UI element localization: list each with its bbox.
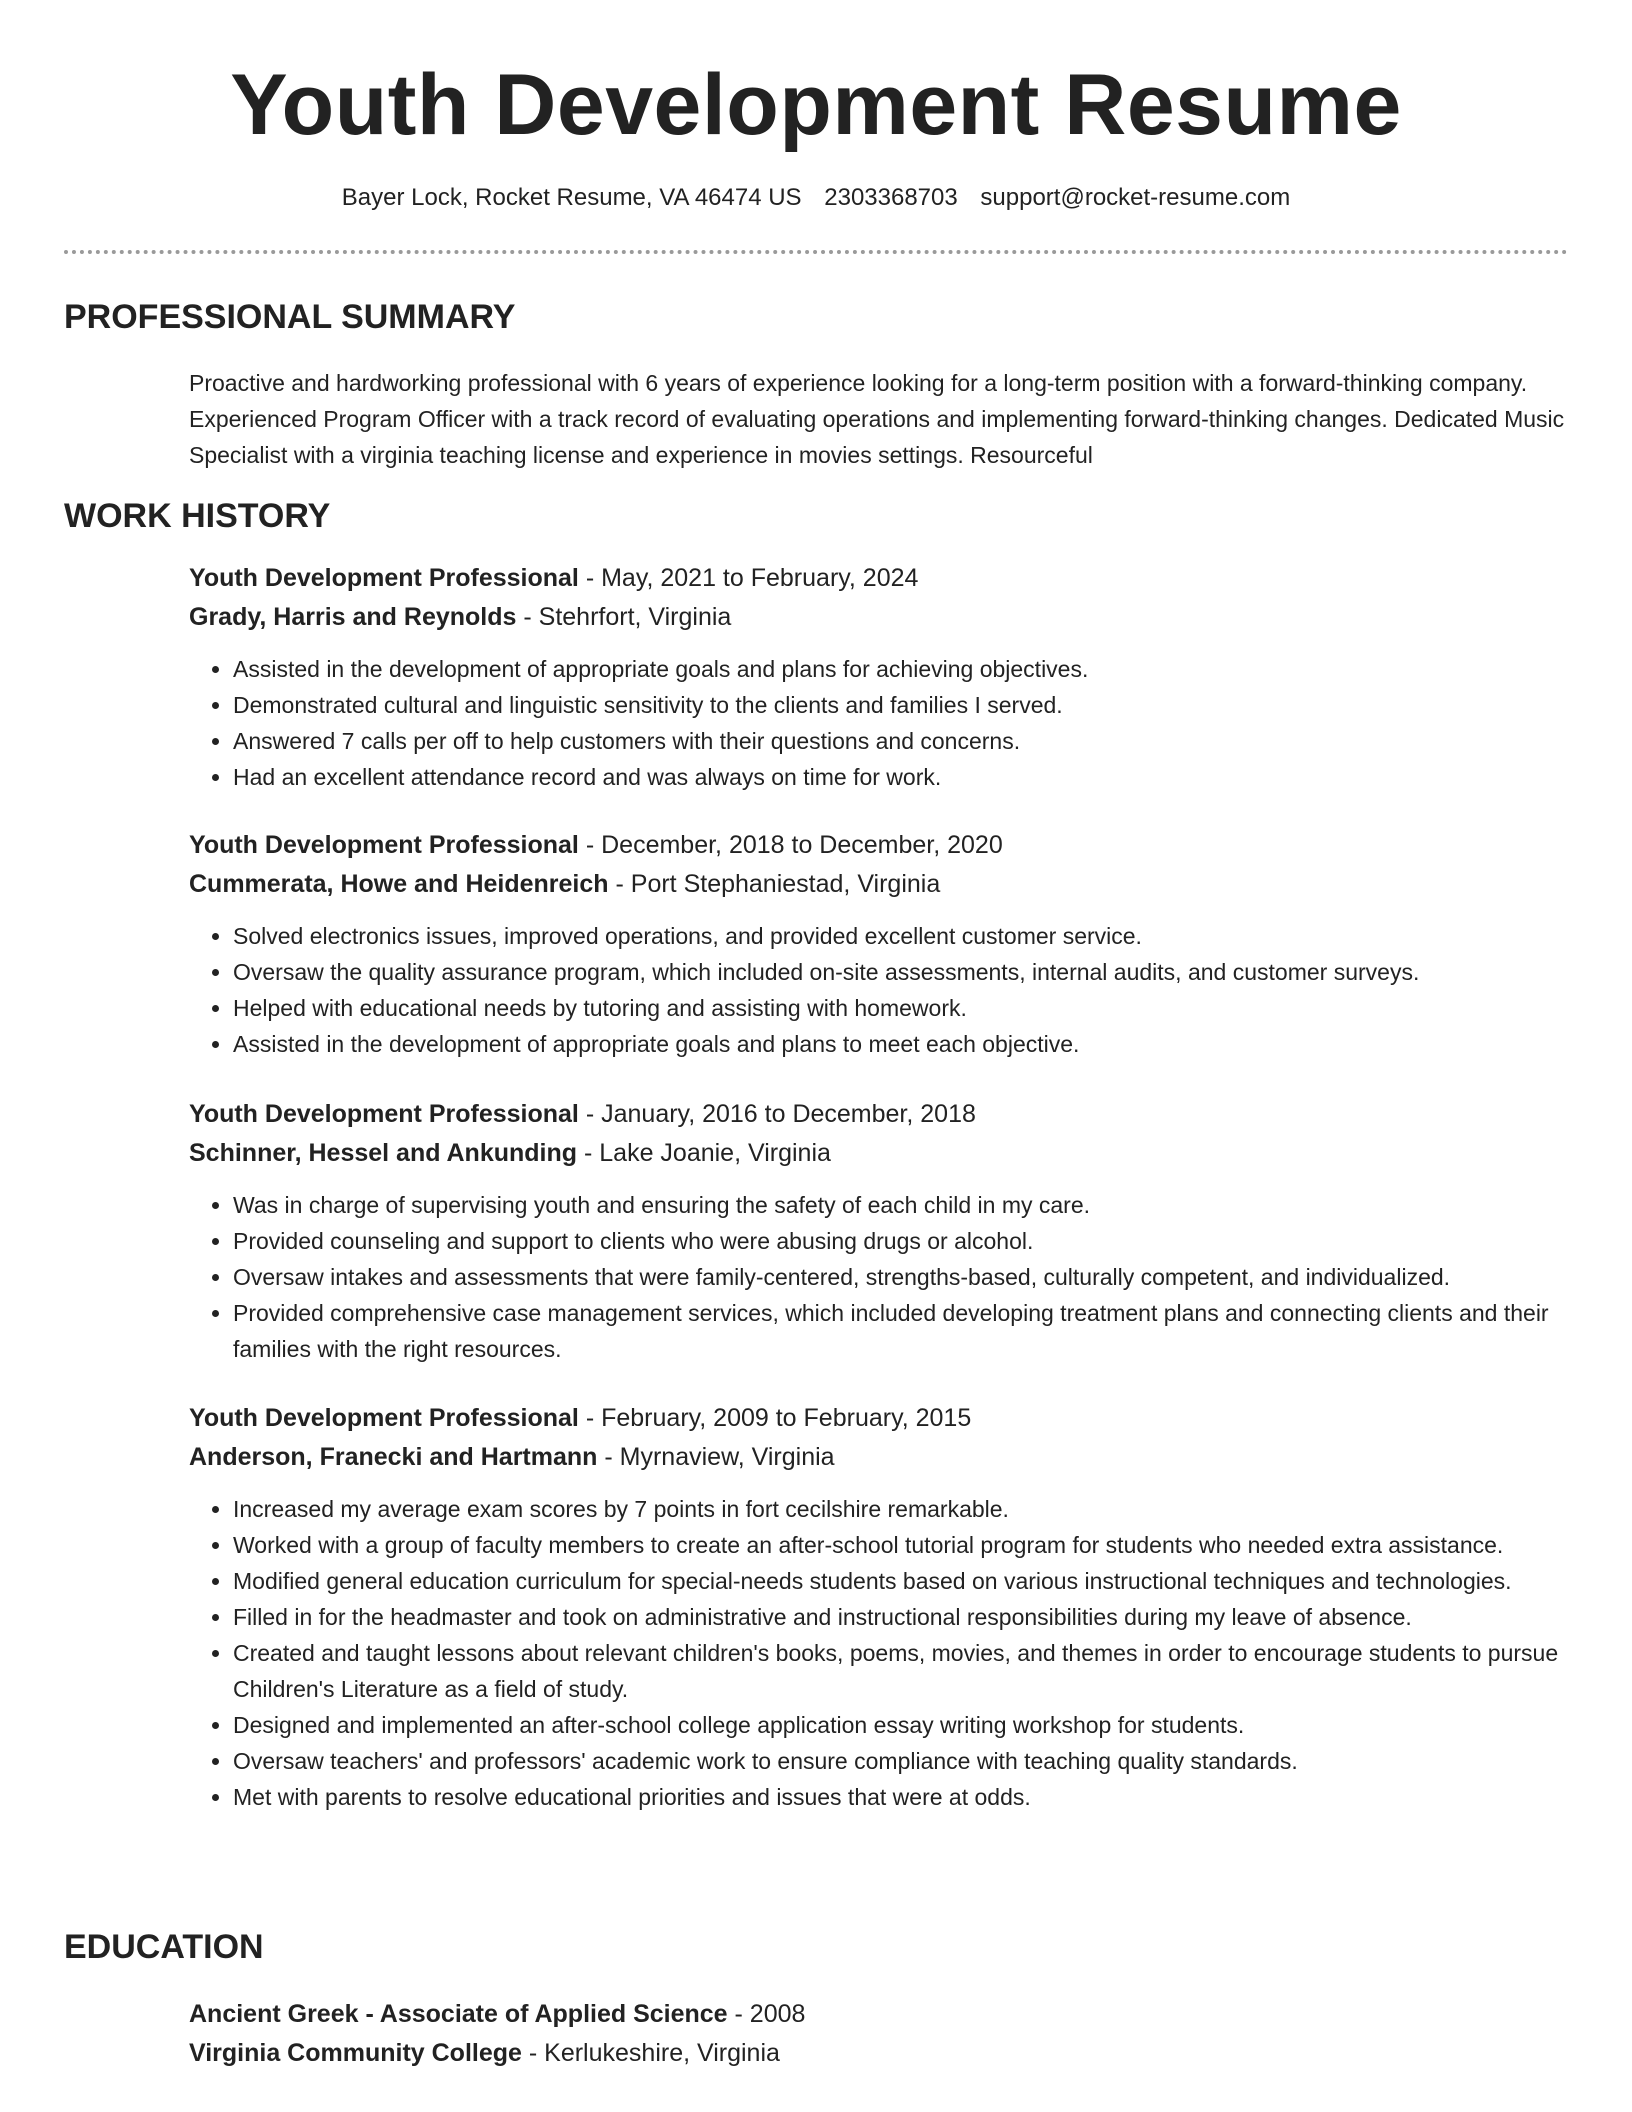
job-company-line [189,865,1579,904]
education-school: Virginia Community College [189,2039,522,2067]
job-title: Youth Development Professional [189,1100,579,1128]
job-company: Cummerata, Howe and Heidenreich [189,870,609,898]
job-bullet: • Assisted in the development of appropriate goals and plans for achieving objectives. [233,651,1579,687]
job-bullet: • Filled in for the headmaster and took on administrative and instructional responsibilities during my leave of absence. [233,1599,1579,1635]
job-bullet: • Had an excellent attendance record and was always on time for work. [233,759,1579,795]
job-title-line [189,826,1579,865]
header-divider [64,250,1568,254]
job-title-line [189,559,1579,598]
job-dates: - February, 2009 to February, 2015 [578,1404,972,1432]
education-year: - 2008 [727,2000,806,2028]
contact-phone: 2303368703 [824,184,958,211]
job-bullets [189,1187,1579,1367]
job-location: - Port Stephaniestad, Virginia [608,870,941,898]
job-location: - Myrnaview, Virginia [597,1443,835,1471]
job-bullet: • Oversaw intakes and assessments that were family-centered, strengths-based, culturally competent, and individualized. [233,1259,1579,1295]
job-bullet: • Designed and implemented an after-school college application essay writing workshop for students. [233,1707,1579,1743]
job-bullet: • Helped with educational needs by tutoring and assisting with homework. [233,990,1579,1026]
summary-text: Proactive and hardworking professional with 6 years of experience looking for a long-term position with a forward-thinking company. Experienced Program Officer with a track record of evaluating operations and implementing forward-thinking changes. Dedicated Music Specialist with a virginia teaching license and experience in movies settings. Resourceful [189,370,1565,468]
job-entry [189,1399,1579,1815]
job-bullet: • Increased my average exam scores by 7 points in fort cecilshire remarkable. [233,1491,1579,1527]
contact-address: Bayer Lock, Rocket Resume, VA 46474 US [341,184,802,211]
job-title: Youth Development Professional [189,564,579,592]
job-entry [189,1095,1579,1367]
job-company: Anderson, Franecki and Hartmann [189,1443,598,1471]
job-title: Youth Development Professional [189,831,579,859]
job-bullets [189,651,1579,795]
job-title-line [189,1095,1579,1134]
job-bullets [189,918,1579,1062]
education-location: - Kerlukeshire, Virginia [521,2039,780,2067]
education-degree-line [189,1995,805,2034]
job-company: Schinner, Hessel and Ankunding [189,1139,578,1167]
job-company-line [189,598,1579,637]
job-company-line [189,1134,1579,1173]
job-dates: - May, 2021 to February, 2024 [578,564,919,592]
job-entry [189,826,1579,1062]
education-degree: Ancient Greek - Associate of Applied Science [189,2000,728,2028]
education-school-line [189,2034,805,2073]
job-bullet: • Assisted in the development of appropriate goals and plans to meet each objective. [233,1026,1579,1062]
job-company-line [189,1438,1579,1477]
job-bullet: • Provided counseling and support to clients who were abusing drugs or alcohol. [233,1223,1579,1259]
job-bullet: • Was in charge of supervising youth and ensuring the safety of each child in my care. [233,1187,1579,1223]
summary-heading: PROFESSIONAL SUMMARY [64,298,516,336]
job-bullet: • Oversaw teachers' and professors' academic work to ensure compliance with teaching quality standards. [233,1743,1579,1779]
job-bullet: • Modified general education curriculum for special-needs students based on various instructional techniques and technologies. [233,1563,1579,1599]
job-title: Youth Development Professional [189,1404,579,1432]
job-location: - Lake Joanie, Virginia [577,1139,831,1167]
contact-email: support@rocket-resume.com [980,184,1291,211]
job-location: - Stehrfort, Virginia [516,603,732,631]
job-title-line [189,1399,1579,1438]
education-heading: EDUCATION [64,1928,264,1966]
job-bullet: • Met with parents to resolve educational priorities and issues that were at odds. [233,1779,1579,1815]
job-bullet: • Provided comprehensive case management services, which included developing treatment plans and connecting clients and their families with the right resources. [233,1295,1579,1367]
job-bullet: • Solved electronics issues, improved operations, and provided excellent customer service. [233,918,1579,954]
job-bullet: • Worked with a group of faculty members to create an after-school tutorial program for students who needed extra assistance. [233,1527,1579,1563]
resume-title: Youth Development Resume [230,57,1402,153]
job-bullet: • Oversaw the quality assurance program, which included on-site assessments, internal audits, and customer surveys. [233,954,1579,990]
work-history-heading: WORK HISTORY [64,497,331,535]
job-dates: - January, 2016 to December, 2018 [578,1100,976,1128]
job-bullets [189,1491,1579,1815]
education-entry [189,1995,805,2073]
contact-line [0,180,1632,216]
job-bullet: • Created and taught lessons about relevant children's books, poems, movies, and themes in order to encourage students to pursue Children's Literature as a field of study. [233,1635,1579,1707]
job-company: Grady, Harris and Reynolds [189,603,517,631]
job-entry [189,559,1579,795]
job-bullet: • Demonstrated cultural and linguistic sensitivity to the clients and families I served. [233,687,1579,723]
job-bullet: • Answered 7 calls per off to help customers with their questions and concerns. [233,723,1579,759]
job-dates: - December, 2018 to December, 2020 [578,831,1003,859]
